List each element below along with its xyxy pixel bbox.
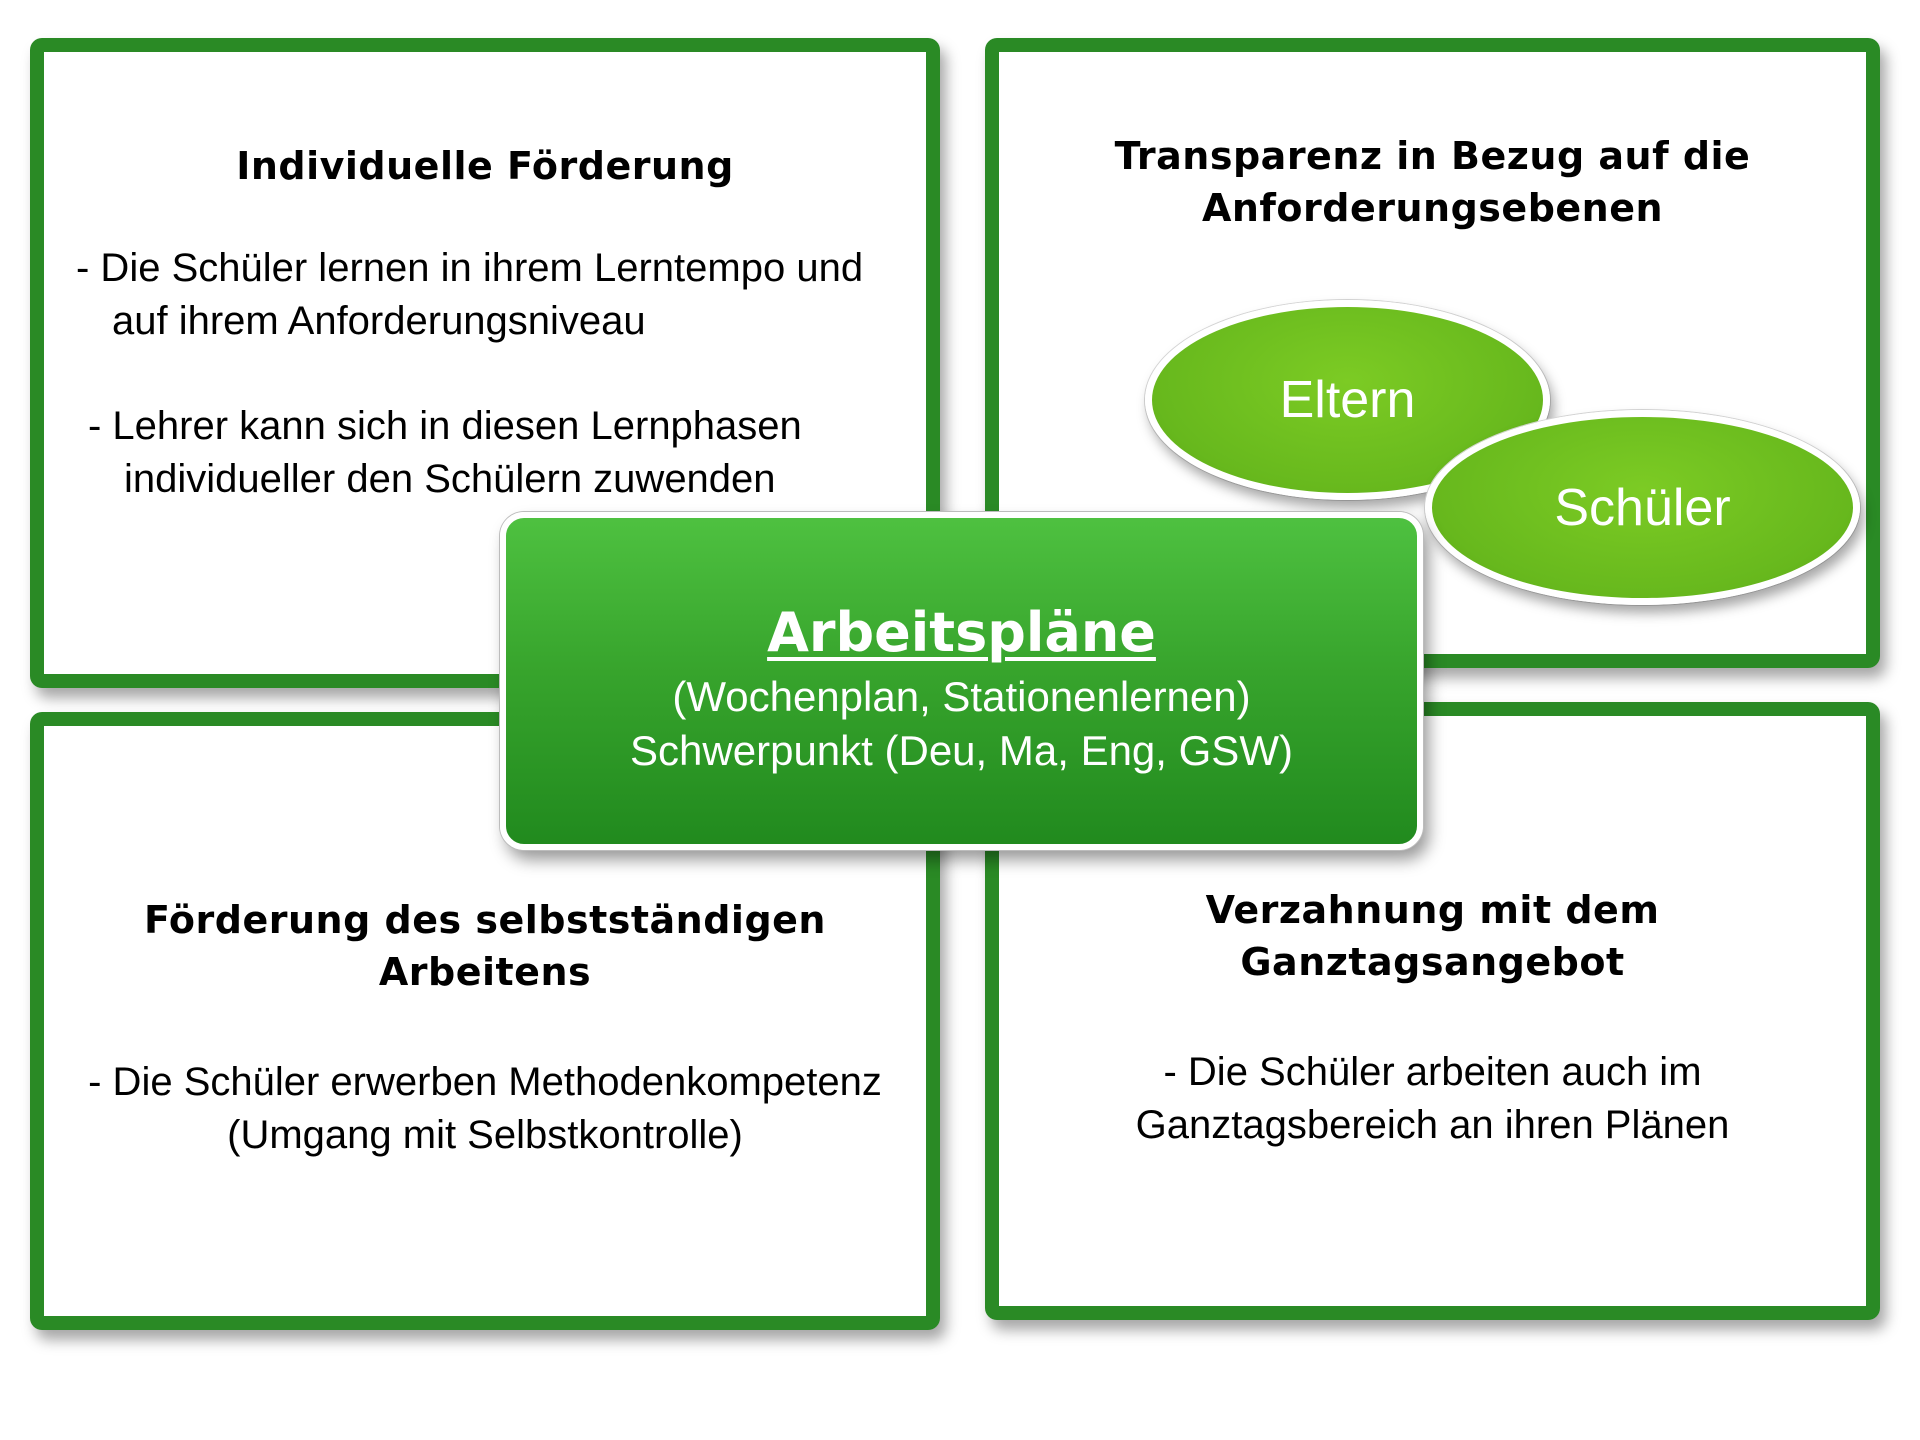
heading-line: Förderung des selbstständigen [144, 898, 826, 942]
bullet-text [76, 242, 936, 348]
bullet-line: Ganztagsbereich an ihren Plänen [1135, 1103, 1730, 1147]
center-subtitle: (Wochenplan, Stationenlernen) [672, 673, 1251, 720]
bullet-text [88, 400, 928, 506]
ellipse-schueler [1425, 410, 1860, 605]
bullet-line: auf ihrem Anforderungsniveau [112, 299, 646, 343]
heading-line: Transparenz in Bezug auf die [1114, 134, 1751, 178]
bullet-line: - Die Schüler arbeiten auch im [1163, 1050, 1702, 1094]
bullet-line: (Umgang mit Selbstkontrolle) [227, 1113, 743, 1157]
bullet-line: - Die Schüler erwerben Methodenkompetenz [88, 1060, 882, 1104]
heading-line: Arbeitens [378, 950, 592, 994]
ellipse-label: Schüler [1554, 478, 1731, 537]
ellipse-label: Eltern [1279, 371, 1416, 429]
center-box-arbeitsplaene [500, 512, 1423, 850]
box-heading [999, 130, 1866, 234]
box-heading [44, 894, 926, 998]
bullet-line: - Lehrer kann sich in diesen Lernphasen [88, 404, 802, 448]
center-subtitle: Schwerpunkt (Deu, Ma, Eng, GSW) [630, 727, 1293, 774]
bullet-text [44, 1056, 926, 1162]
bullet-text [999, 1046, 1866, 1152]
heading-line: Ganztagsangebot [1240, 940, 1625, 984]
box-heading [999, 884, 1866, 988]
heading-line: Verzahnung mit dem [1205, 888, 1660, 932]
bullet-line: - Die Schüler lernen in ihrem Lerntempo und [76, 246, 864, 290]
bullet-line: individueller den Schülern zuwenden [124, 457, 776, 501]
center-title: Arbeitspläne [767, 601, 1156, 664]
box-heading: Individuelle Förderung [236, 144, 734, 188]
heading-line: Anforderungsebenen [1201, 186, 1664, 230]
